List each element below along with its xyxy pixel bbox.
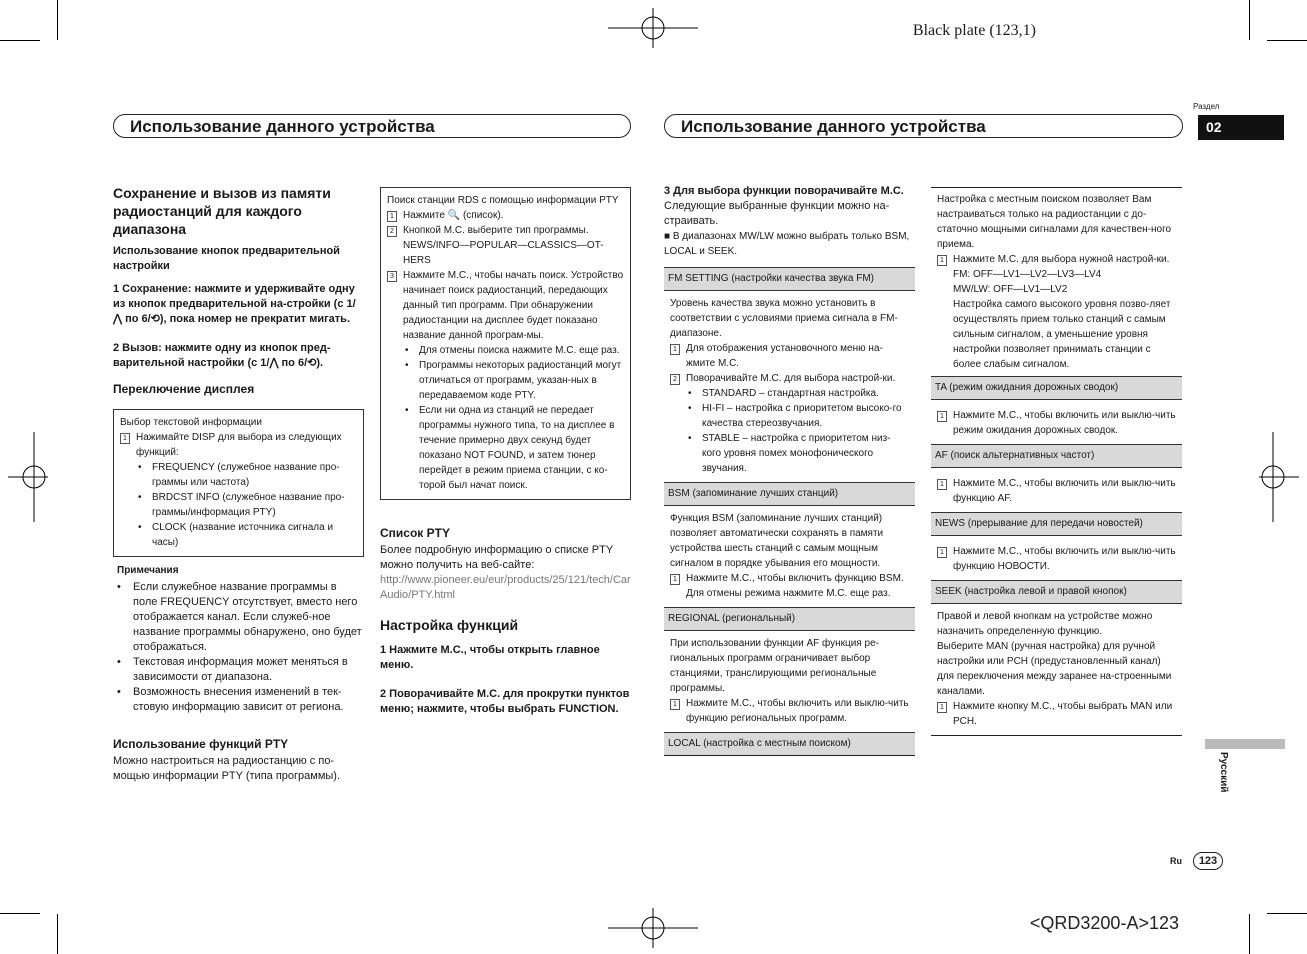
- box-title: Выбор текстовой информации: [120, 417, 262, 428]
- section-number: 02: [1198, 115, 1284, 140]
- list-item: • HI-FI – настройка с приоритетом высоко-го качества стереозвучания.: [688, 403, 902, 429]
- plate-label: Black plate (123,1): [912, 22, 1036, 39]
- heading-presets: Использование кнопок предварительной настройки: [113, 245, 340, 272]
- box-step: 1 Нажмите M.C., чтобы включить или выклю-чить функцию AF.: [937, 476, 1176, 506]
- box-step: 1 Нажмите M.C., чтобы включить функцию BSM.: [670, 571, 909, 586]
- regional-section: [664, 631, 915, 732]
- list-item: • STANDARD – стандартная настройка.: [688, 388, 879, 399]
- box-step: 1 Нажмите M.C. для выбора нужной настрой-ки.: [937, 252, 1176, 267]
- func-step-3-text: Следующие выбранные функции можно на-страивать.: [664, 200, 890, 227]
- list-item: • BRDCST INFO (служебное название про-граммы/информация PTY): [138, 492, 345, 518]
- band-note: ■ В диапазонах MW/LW можно выбрать только BSM, LOCAL и SEEK.: [664, 231, 910, 257]
- step-save: 1 Сохранение: нажмите и удерживайте одну из кнопок предварительной на-стройки (с 1/⋀ по 6/⟲), пока номер не прекратит мигать.: [113, 283, 356, 325]
- local-header: LOCAL (настройка с местным поиском): [664, 732, 915, 756]
- column-3: [664, 184, 915, 756]
- header-left: Использование данного устройства: [113, 114, 631, 138]
- heading-save-recall: Сохранение и вызов из памяти радиостанций для каждого диапазона: [113, 185, 331, 237]
- registration-mark-icon: [608, 908, 698, 948]
- box-step: 1 Нажмите кнопку M.C., чтобы выбрать MAN или PCH.: [937, 699, 1176, 729]
- box-title: Поиск станции RDS с помощью информации PTY: [387, 195, 619, 206]
- af-section: [931, 468, 1182, 512]
- step-number-icon: 1: [670, 699, 680, 710]
- crop-mark: [57, 914, 58, 954]
- heading-display: Переключение дисплея: [113, 382, 255, 396]
- crop-mark: [0, 40, 40, 41]
- box-step: 3 Нажмите M.C., чтобы начать поиск. Устройство начинает поиск радиостанций, передающих данный тип программ. При обнаружении радиостанции на дисплее будет показано название данной програм-мы.: [387, 268, 624, 343]
- seek-section: [931, 604, 1182, 736]
- step-number-icon: 1: [670, 344, 680, 355]
- step-number-icon: 1: [387, 211, 397, 222]
- step-number-icon: 1: [937, 255, 947, 266]
- language-label: Русский: [1218, 752, 1229, 793]
- column-2: [380, 187, 631, 727]
- heading-functions: Настройка функций: [380, 617, 519, 633]
- step-number-icon: 2: [387, 226, 397, 237]
- crop-mark: [1267, 40, 1307, 41]
- crop-mark: [1249, 914, 1250, 954]
- list-item: • FREQUENCY (служебное название про-граммы или частота): [138, 462, 340, 488]
- list-item: • Если ни одна из станций не передает программы нужного типа, то на дисплее в течение примерно двух секунд будет показано NOT FOUND, и затем тюнер перейдет в режим приема станции, с ко-торой был начат поиск.: [405, 405, 615, 491]
- box-step: 1 Нажмите M.C., чтобы включить или выклю-чить режим ожидания дорожных сводок.: [937, 408, 1176, 438]
- step-number-icon: 1: [670, 574, 680, 585]
- seek-header: SEEK (настройка левой и правой кнопок): [931, 580, 1182, 604]
- box-step: 1 Нажимайте DISP для выбора из следующих функций:: [120, 430, 357, 460]
- af-header: AF (поиск альтернативных частот): [931, 444, 1182, 468]
- step-number-icon: 1: [937, 479, 947, 490]
- func-step-1: 1 Нажмите M.C., чтобы открыть главное меню.: [380, 644, 600, 671]
- note-item: • Текстовая информация может меняться в зависимости от диапазона.: [117, 656, 348, 683]
- news-section: [931, 536, 1182, 580]
- bsm-text: Функция BSM (запоминание лучших станций) позволяет автоматически сохранять в памяти устройства шесть станций с самым мощным сигналом в порядке убывания его мощности.: [670, 513, 884, 569]
- list-item: • STABLE – настройка с приоритетом низ-кого уровня помех монофонического звучания.: [688, 433, 891, 474]
- step-number-icon: 3: [387, 271, 397, 282]
- ta-section: [931, 400, 1182, 444]
- func-step-2: 2 Поворачивайте M.C. для прокрутки пунктов меню; нажмите, чтобы выбрать FUNCTION.: [380, 688, 630, 715]
- fm-setting-section: [664, 291, 915, 482]
- ta-header: TA (режим ожидания дорожных сводок): [931, 376, 1182, 400]
- regional-header: REGIONAL (региональный): [664, 607, 915, 631]
- display-box: [113, 409, 364, 557]
- seek-text-2: Выберите MAN (ручная настройка) для ручной настройки или PCH (предустановленный канал) для переключения между заранее на-строенными каналами.: [937, 641, 1172, 697]
- pty-list-text: Более подробную информацию о списке PTY можно получить на веб-сайте:: [380, 544, 613, 571]
- box-step: 1 Для отображения установочного меню на-жмите M.C.: [670, 341, 909, 371]
- footer-lang: Ru: [1170, 856, 1182, 866]
- local-note: Настройка самого высокого уровня позво-ляет осуществлять прием только станций с самым сильным сигналом, а уменьшение уровня настройки позволяет принимать станции с более слабым сигналом.: [953, 299, 1171, 370]
- crop-mark: [1249, 0, 1250, 40]
- registration-mark-icon: [8, 432, 48, 522]
- list-item: • Для отмены поиска нажмите M.C. еще раз.: [405, 345, 620, 356]
- step-recall: 2 Вызов: нажмите одну из кнопок пред-варительной настройки (с 1/⋀ по 6/⟲).: [113, 342, 331, 369]
- crop-mark: [1267, 913, 1307, 914]
- step-number-icon: 1: [120, 433, 130, 444]
- box-step: 1 Нажмите 🔍 (список).: [387, 208, 624, 223]
- step-number-icon: 1: [937, 547, 947, 558]
- column-4: [931, 187, 1182, 736]
- local-mw-levels: MW/LW: OFF—LV1—LV2: [953, 284, 1068, 295]
- fm-setting-text: Уровень качества звука можно установить в соответствии с условиями приема сигнала в FM-диапазоне.: [670, 298, 898, 339]
- box-step: 1 Нажмите M.C., чтобы включить или выклю-чить функцию региональных программ.: [670, 696, 909, 726]
- news-header: NEWS (прерывание для передачи новостей): [931, 512, 1182, 536]
- box-step: 2 Кнопкой M.C. выберите тип программы. NEWS/INFO—POPULAR—CLASSICS—OT-HERS: [387, 223, 624, 268]
- registration-mark-icon: [1259, 432, 1299, 522]
- func-step-3: 3 Для выбора функции поворачивайте M.C.: [664, 185, 904, 197]
- local-text: Настройка с местным поиском позволяет Вам настраиваться только на радиостанции с до-статочно мощными сигналами для качествен-ного приема.: [937, 194, 1172, 250]
- step-number-icon: 1: [937, 411, 947, 422]
- pty-text: Можно настроиться на радиостанцию с по-мощью информации PTY (типа программы).: [113, 755, 341, 782]
- document-code: <QRD3200-A>123: [1029, 913, 1179, 933]
- box-step: 2 Поворачивайте M.C. для выбора настрой-ки.: [670, 371, 909, 386]
- note-item: • Если служебное название программы в поле FREQUENCY отсутствует, вместо него отображается канал. Если служеб-ное название программы обнаружено, оно будет отображаться.: [117, 581, 362, 653]
- crop-mark: [57, 0, 58, 40]
- crop-mark: [0, 913, 40, 914]
- column-1: [113, 184, 363, 784]
- pty-search-box: [380, 187, 631, 500]
- box-step: 1 Нажмите M.C., чтобы включить или выклю-чить функцию НОВОСТИ.: [937, 544, 1176, 574]
- bsm-section: [664, 506, 915, 607]
- bsm-cancel-text: Для отмены режима нажмите M.C. еще раз.: [686, 588, 891, 599]
- list-item: • CLOCK (название источника сигнала и часы): [138, 522, 334, 548]
- step-number-icon: 1: [937, 702, 947, 713]
- regional-text: При использовании функции AF функция ре-гиональных программ ограничивает выбор станциями, транслирующими региональные программы.: [670, 638, 879, 694]
- heading-pty-list: Список PTY: [380, 526, 450, 540]
- fm-setting-header: FM SETTING (настройки качества звука FM): [664, 267, 915, 291]
- notes-title: Примечания: [117, 565, 179, 576]
- page-number: 123: [1193, 852, 1223, 870]
- seek-text: Правой и левой кнопкам на устройстве можно назначить определенную функцию.: [937, 611, 1153, 637]
- pty-url-link[interactable]: http://www.pioneer.eu/eur/products/25/121/tech/CarAudio/PTY.html: [380, 574, 631, 601]
- section-label: Раздел: [1193, 102, 1220, 111]
- local-fm-levels: FM: OFF—LV1—LV2—LV3—LV4: [953, 269, 1102, 280]
- bsm-header: BSM (запоминание лучших станций): [664, 482, 915, 506]
- heading-pty: Использование функций PTY: [113, 737, 289, 751]
- header-right: Использование данного устройства: [664, 114, 1183, 138]
- language-tab: [1205, 739, 1285, 749]
- note-item: • Возможность внесения изменений в тек-стовую информацию зависит от региона.: [117, 686, 344, 713]
- registration-mark-icon: [608, 8, 698, 48]
- list-item: • Программы некоторых радиостанций могут отличаться от программ, указан-ных в передаваемом коде PTY.: [405, 360, 622, 401]
- local-section: [931, 188, 1182, 376]
- step-number-icon: 2: [670, 374, 680, 385]
